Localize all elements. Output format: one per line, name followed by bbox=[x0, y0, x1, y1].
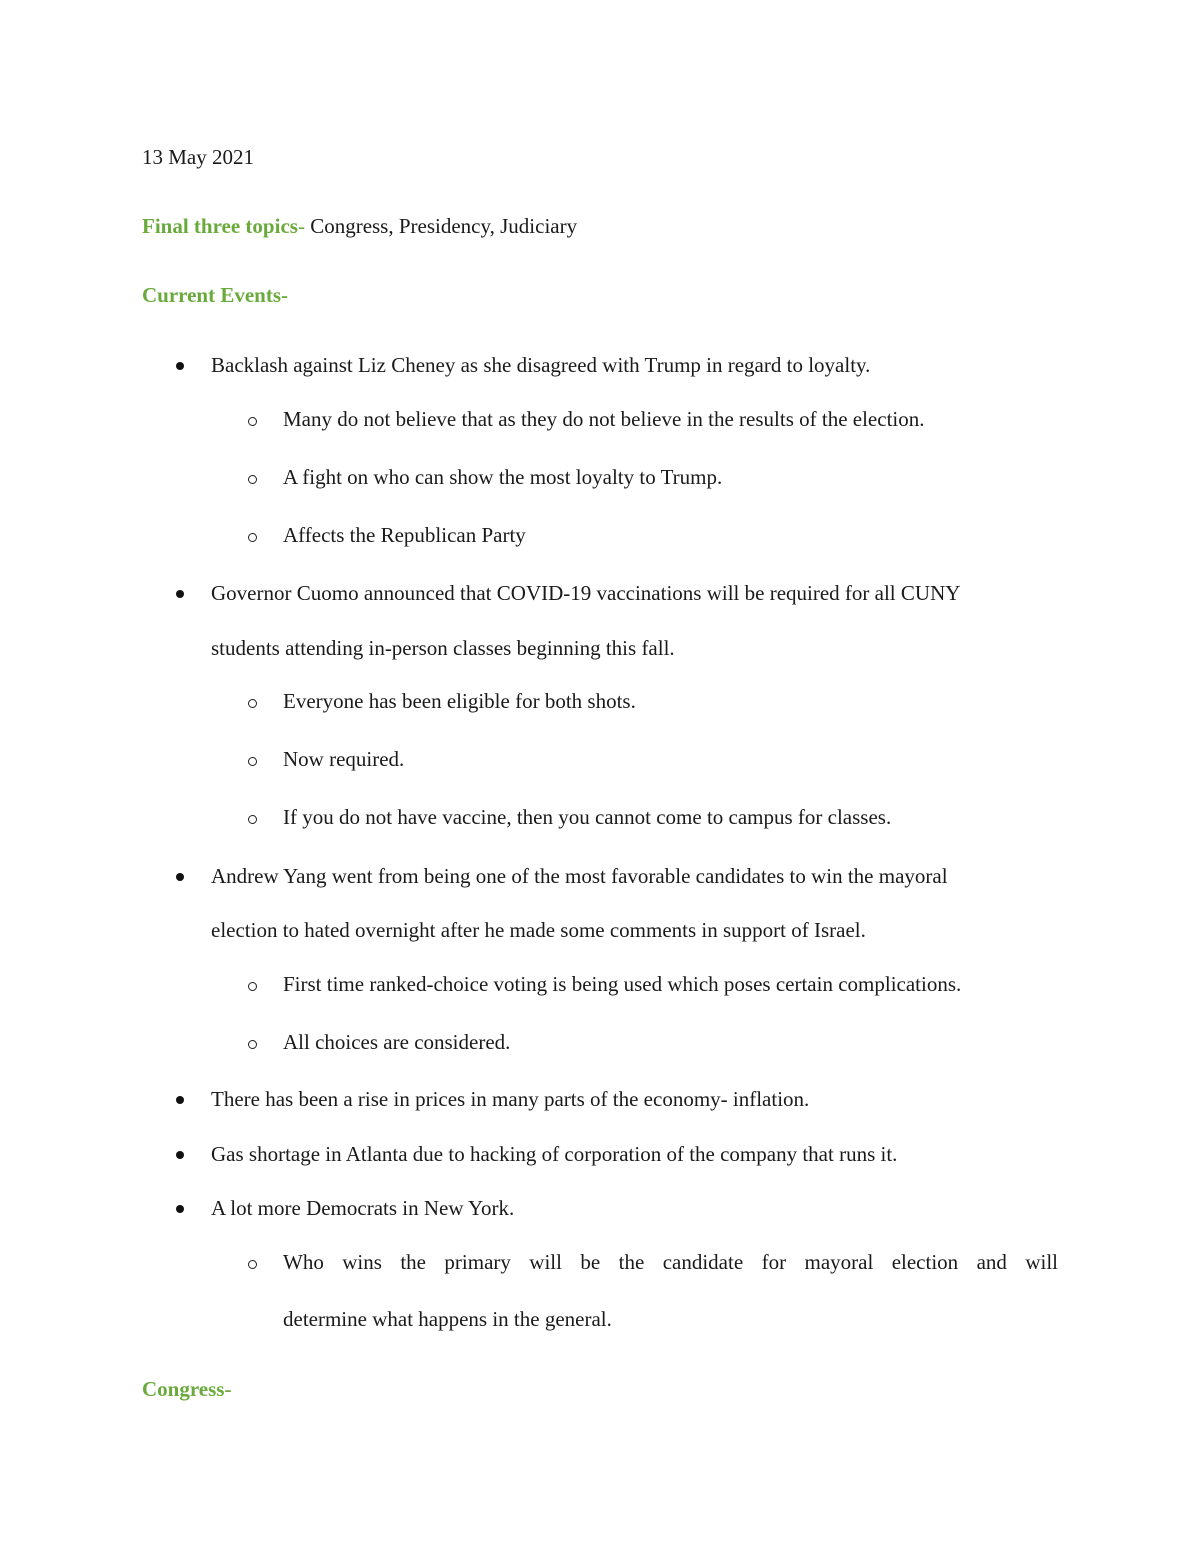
list-item: A lot more Democrats in New York. bbox=[211, 1196, 515, 1220]
current-events-heading: Current Events- bbox=[142, 283, 289, 307]
sub-bullet-icon bbox=[248, 699, 257, 708]
sub-bullet-icon bbox=[248, 982, 257, 991]
bullet-icon bbox=[176, 1151, 184, 1159]
topics-dash: - bbox=[297, 214, 305, 238]
sub-list-item-continuation: determine what happens in the general. bbox=[283, 1307, 612, 1331]
sub-list-item: First time ranked-choice voting is being used which poses certain complications. bbox=[283, 972, 962, 996]
sub-list-item: Many do not believe that as they do not believe in the results of the election. bbox=[283, 407, 925, 431]
sub-list-item: If you do not have vaccine, then you cannot come to campus for classes. bbox=[283, 805, 892, 829]
topics-text: Congress, Presidency, Judiciary bbox=[304, 214, 578, 238]
bullet-icon bbox=[176, 873, 184, 881]
sub-list-item: Affects the Republican Party bbox=[283, 523, 526, 547]
sub-bullet-icon bbox=[248, 417, 257, 426]
sub-list-item: All choices are considered. bbox=[283, 1030, 511, 1054]
congress-heading: Congress- bbox=[142, 1377, 232, 1401]
sub-bullet-icon bbox=[248, 1040, 257, 1049]
sub-list-item: A fight on who can show the most loyalty to Trump. bbox=[283, 465, 723, 489]
list-item: Backlash against Liz Cheney as she disagreed with Trump in regard to loyalty. bbox=[211, 353, 871, 377]
list-item-continuation: election to hated overnight after he made some comments in support of Israel. bbox=[211, 918, 866, 942]
bullet-icon bbox=[176, 590, 184, 598]
sub-list-item: Who wins the primary will be the candidate for mayoral election and will bbox=[283, 1250, 1058, 1274]
sub-bullet-icon bbox=[248, 1260, 257, 1269]
document-date: 13 May 2021 bbox=[142, 145, 254, 169]
sub-bullet-icon bbox=[248, 533, 257, 542]
list-item: There has been a rise in prices in many parts of the economy- inflation. bbox=[211, 1087, 810, 1111]
list-item-continuation: students attending in-person classes beginning this fall. bbox=[211, 636, 675, 660]
sub-list-item: Everyone has been eligible for both shots. bbox=[283, 689, 636, 713]
list-item: Gas shortage in Atlanta due to hacking of corporation of the company that runs it. bbox=[211, 1142, 898, 1166]
bullet-icon bbox=[176, 362, 184, 370]
list-item: Governor Cuomo announced that COVID-19 vaccinations will be required for all CUNY bbox=[211, 581, 961, 605]
bullet-icon bbox=[176, 1096, 184, 1104]
bullet-icon bbox=[176, 1205, 184, 1213]
sub-list-item: Now required. bbox=[283, 747, 405, 771]
topics-line bbox=[142, 213, 577, 239]
sub-bullet-icon bbox=[248, 475, 257, 484]
sub-bullet-icon bbox=[248, 815, 257, 824]
list-item: Andrew Yang went from being one of the most favorable candidates to win the mayoral bbox=[211, 864, 948, 888]
topics-heading: Final three topics bbox=[142, 214, 298, 238]
sub-bullet-icon bbox=[248, 757, 257, 766]
